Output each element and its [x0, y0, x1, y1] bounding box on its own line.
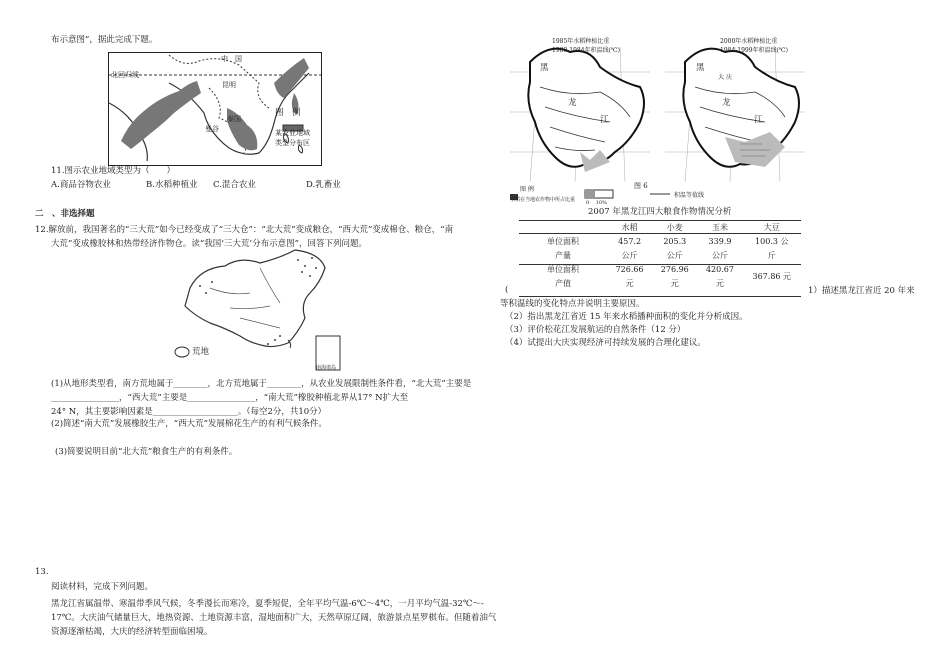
row1-corn-unit: 公斤: [711, 250, 728, 260]
table-header-wheat: 小麦: [666, 222, 683, 232]
q4: （4）试提出大庆实现经济可持续发展的合理化建议。: [505, 338, 706, 348]
legend-rice-share: 水稻在当地农作物中所占比重: [510, 197, 576, 203]
q12-2: (2)简述“南大荒”发展橡胶生产，“西大荒”发展棉花生产的有利气候条件。: [51, 419, 327, 429]
table-row: [519, 234, 801, 248]
legend-isotherm: 积温等值线: [674, 192, 705, 199]
row1-soybean: 100.3 公: [755, 236, 789, 246]
row2-label-b: 产值: [555, 278, 571, 288]
q12-1-line-3: 24° N，其主要影响因素是____________________。（每空2分，共10分）: [51, 407, 327, 417]
question-open-paren: (: [505, 285, 509, 295]
q12-1-line-1: (1)从地形类型看，南方荒地属于________，北方荒地属于________，从农业发展限制性条件看，“北大荒”主要是: [51, 379, 472, 389]
table-header-rice: 水稻: [621, 222, 638, 232]
wasteland-legend-label: 荒地: [192, 347, 210, 357]
q12-line-2: 大荒”变成橡胶林和热带经济作物仓。读“我国‘三大荒’分布示意图”，回答下列问题。: [51, 239, 367, 249]
row2-corn-unit: 元: [715, 278, 724, 288]
row2-rice: 726.66: [615, 264, 644, 274]
left-map-caption-2: 1980-1984年积温线(℃): [552, 47, 620, 54]
row1-soybean-unit: 斤: [767, 250, 776, 260]
q1-tail: 1）描述黑龙江省近 20 年来: [808, 286, 915, 296]
right-map-char-3: 江: [754, 115, 763, 125]
left-map-char-1: 黑: [540, 63, 549, 73]
q12-line-1: 12.解放前，我国著名的“三大荒”如今已经变成了“三大仓”：“北大荒”变成粮仓，“西大荒”变成棉仓、粮仓，“南: [35, 225, 454, 235]
q1-line-2: 等积温线的变化特点并说明主要原因。: [500, 299, 645, 309]
q13-intro: 阅读材料，完成下列问题。: [51, 582, 154, 592]
q12-3: (3)简要说明目前“北大荒”粮食生产的有利条件。: [55, 447, 238, 457]
row2-rice-unit: 元: [625, 278, 634, 288]
left-map-char-3: 江: [600, 115, 609, 125]
row2-corn: 420.67: [705, 264, 734, 274]
row1-wheat: 205.3: [663, 236, 687, 246]
china-label: 中 国: [221, 55, 242, 63]
table-header-row: [519, 220, 801, 234]
legend-text-1: 某农业地域: [275, 129, 310, 137]
table-row: [519, 248, 801, 262]
left-map-char-2: 龙: [568, 98, 577, 108]
q13-number: 13.: [35, 567, 49, 577]
legend-text-2: 类型分布区: [275, 139, 310, 147]
tropic-label: 北回归线: [111, 71, 139, 79]
left-map-caption-1: 1985年水稻种植比重: [552, 38, 610, 45]
table-header-blank: [519, 220, 607, 234]
table-title: 2007 年黑龙江四大粮食作物情况分析: [588, 207, 732, 217]
right-map-caption-1: 2000年水稻种植比重: [720, 38, 778, 45]
q3: （3）评价松花江发展航运的自然条件（12 分）: [505, 325, 686, 335]
q12-1-line-2: ________________，“西大荒”主要是________________，“南大荒”橡胶种植北界从17° N扩大至: [51, 393, 409, 403]
row1-rice: 457.2: [618, 236, 642, 246]
right-map-char-5: 庆: [726, 74, 733, 81]
kunming-label: 昆明: [222, 81, 236, 89]
table-row: [519, 262, 801, 276]
crop-table: [519, 220, 801, 290]
right-map-char-1: 黑: [696, 63, 705, 73]
row1-corn: 339.9: [708, 236, 732, 246]
q11-option-b: B.水稻种植业: [146, 180, 198, 190]
q11-option-a: A.商品谷物农业: [51, 180, 111, 190]
q11-option-d: D.乳畜业: [306, 180, 341, 190]
southeast-asia-map: [108, 52, 322, 166]
row2-soybean: 367.86 元: [752, 271, 792, 281]
legend-title: 图 例: [275, 108, 301, 118]
row1-rice-unit: 公斤: [621, 250, 638, 260]
rice-maps-drawing: [500, 32, 810, 204]
row2-wheat: 276.96: [660, 264, 689, 274]
table-header-soybean: 大豆: [763, 222, 780, 232]
q11-option-c: C.混合农业: [213, 180, 256, 190]
row1-wheat-unit: 公斤: [666, 250, 683, 260]
right-map-caption-2: 1984-1999年积温线(℃): [720, 47, 788, 54]
q13-material-3: 资源逐渐枯竭，大庆的经济转型面临困境。: [51, 627, 213, 637]
intro-line: 布示意图”，据此完成下题。: [51, 35, 158, 45]
figure-label: 图 6: [634, 182, 648, 190]
table-header-corn: 玉米: [711, 222, 728, 232]
right-map-char-2: 龙: [722, 98, 731, 108]
row2-label-a: 单位面积: [547, 264, 579, 274]
south-china-sea-inset-label: 南海诸岛: [316, 365, 337, 371]
heilongjiang-rice-maps: [500, 32, 810, 204]
q13-material-2: 17℃。大庆油气储量巨大，地热资源、土地资源丰富，湿地面积广大，天然草原辽阔，旅游景点星罗棋布。但随着油气: [51, 613, 497, 623]
section-heading: 二 、非选择题: [35, 209, 95, 219]
question-11: 11.图示农业地域类型为（ ）: [51, 166, 176, 176]
row1-label-b: 产量: [555, 250, 571, 260]
q2: （2）指出黑龙江省近 15 年来水稻播种面积的变化并分析成因。: [505, 312, 748, 322]
china-wasteland-map: [170, 248, 360, 374]
bangkok-label: 曼谷: [205, 125, 219, 133]
row2-wheat-unit: 元: [670, 278, 679, 288]
thailand-label: 泰国: [227, 115, 241, 123]
table-rule-bottom: [519, 296, 801, 297]
legend-label: 图 例: [520, 186, 534, 193]
right-map-char-4: 大: [718, 74, 725, 81]
q13-material-1: 黑龙江省属温带、寒温带季风气候，冬季漫长而寒冷，夏季短促，全年平均气温-6℃～4℃，一月平均气温-32℃～-: [51, 599, 484, 609]
legend-percent: 0 10%: [586, 200, 607, 206]
row1-label-a: 单位面积: [547, 236, 579, 246]
